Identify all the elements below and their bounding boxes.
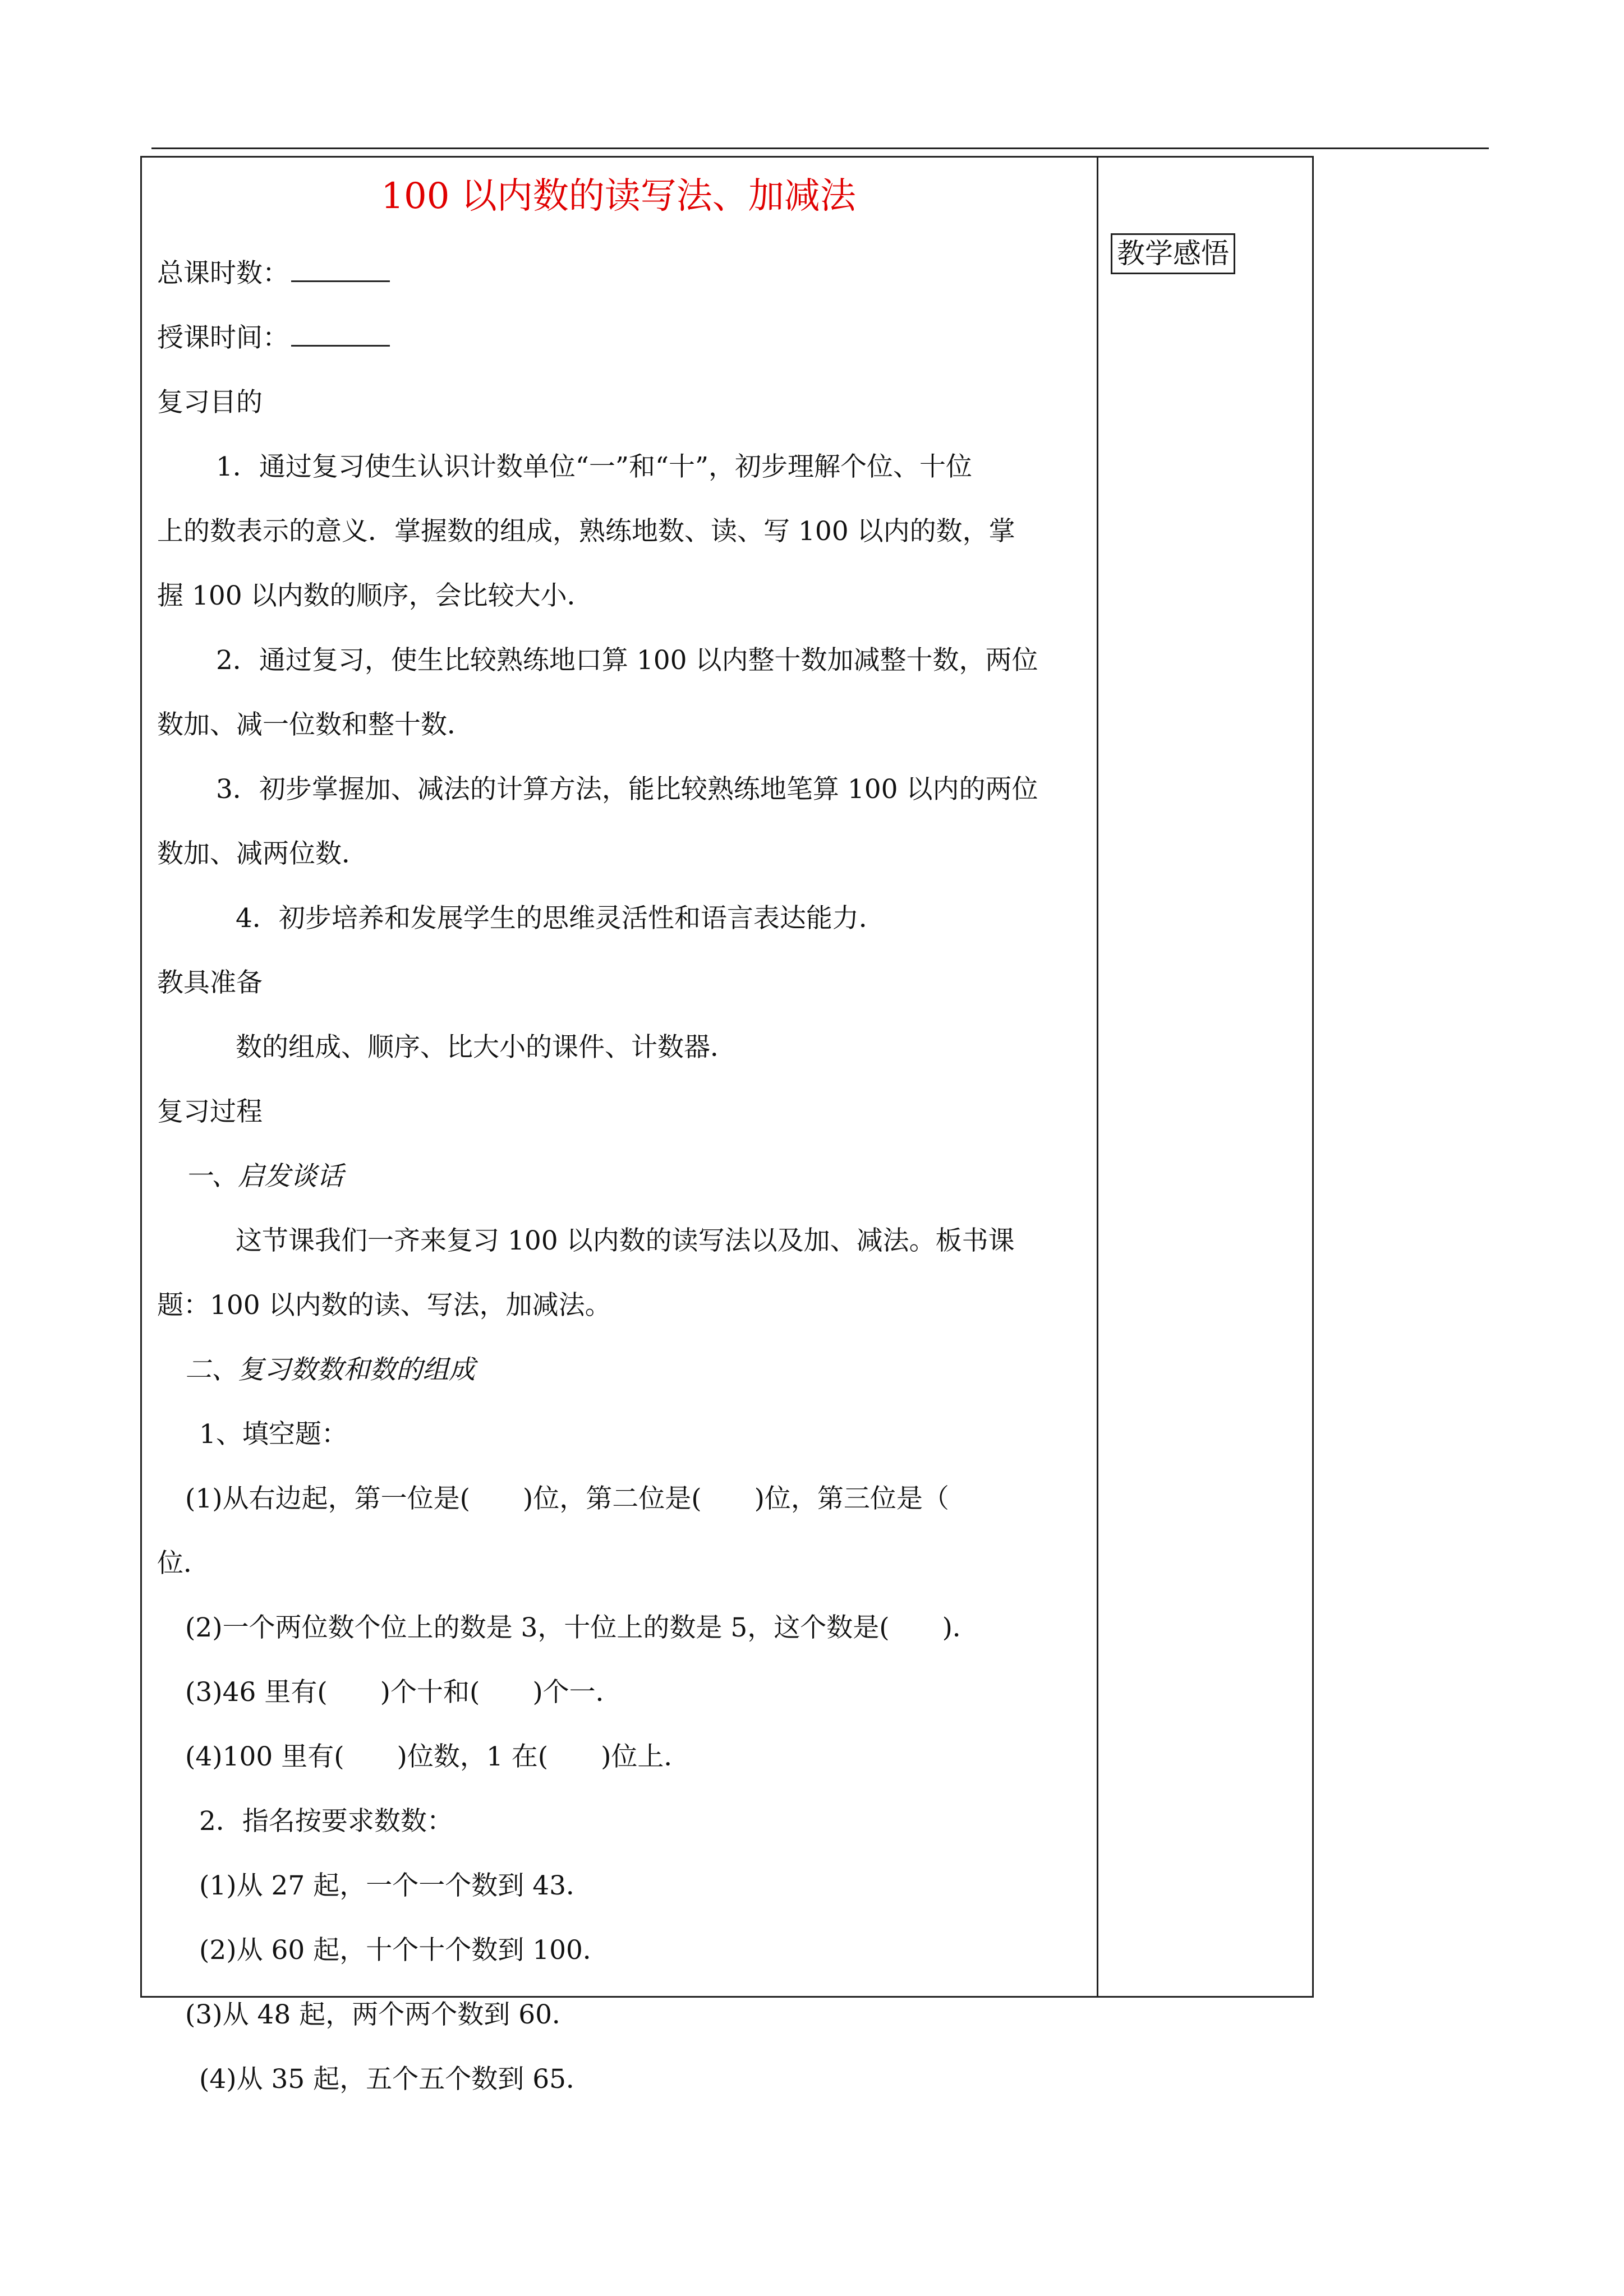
teaching-time-blank [291, 322, 390, 347]
total-hours-label: 总课时数： [157, 258, 289, 289]
question-1-2: (2)一个两位数个位上的数是 3，十位上的数是 5，这个数是( )． [185, 1612, 979, 1643]
goal-2-line-2: 数加、减一位数和整十数． [157, 709, 473, 740]
goal-2-line-1: 2．通过复习，使生比较熟练地口算 100 以内整十数加减整十数，两位 [216, 645, 1038, 676]
question-2-2: (2)从 60 起，十个十个数到 100． [199, 1935, 609, 1966]
question-2-4: (4)从 35 起，五个五个数到 65． [199, 2064, 593, 2095]
total-hours-blank [291, 258, 390, 282]
question-2-1: (1)从 27 起，一个一个数到 43． [199, 1870, 593, 1901]
question-1-3: (3)46 里有( )个十和( )个一． [185, 1677, 622, 1708]
page-title: 100 以内数的读写法、加减法 [381, 176, 856, 217]
goal-1-line-3: 握 100 以内数的顺序，会比较大小． [157, 580, 594, 611]
tools-heading: 教具准备 [157, 967, 263, 998]
goal-3-line-1: 3．初步掌握加、减法的计算方法，能比较熟练地笔算 100 以内的两位 [216, 774, 1038, 805]
part-1-line-1: 这节课我们一齐来复习 100 以内数的读写法以及加、减法。板书课 [236, 1225, 1015, 1256]
total-hours-row [157, 258, 390, 289]
part-1-line-2: 题：100 以内数的读、写法，加减法。 [157, 1290, 611, 1321]
goal-3-line-2: 数加、减两位数． [157, 838, 368, 869]
goal-1-line-2: 上的数表示的意义．掌握数的组成，熟练地数、读、写 100 以内的数，掌 [157, 516, 1015, 547]
part-2-heading: 二、复习数数和数的组成 [185, 1354, 475, 1385]
header-rule [151, 147, 1489, 149]
goals-heading: 复习目的 [157, 387, 263, 418]
teaching-time-label: 授课时间： [157, 322, 289, 353]
question-1-1-line-1: (1)从右边起，第一位是( )位，第二位是( )位，第三位是（ [185, 1483, 949, 1514]
process-heading: 复习过程 [157, 1096, 263, 1127]
part-1-heading: 一、启发谈话 [185, 1161, 343, 1192]
question-2-heading: 2．指名按要求数数： [199, 1806, 453, 1837]
goal-1-line-1: 1．通过复习使生认识计数单位“一”和“十”，初步理解个位、十位 [216, 451, 973, 482]
teaching-time-row [157, 322, 390, 354]
lesson-table [140, 156, 1314, 1998]
tools-text: 数的组成、顺序、比大小的课件、计数器． [236, 1032, 737, 1063]
goal-4: 4．初步培养和发展学生的思维灵活性和语言表达能力． [236, 903, 885, 934]
teaching-reflection-label: 教学感悟 [1111, 233, 1235, 274]
question-2-3: (3)从 48 起，两个两个数到 60． [185, 1999, 579, 2030]
question-1-4: (4)100 里有( )位数，1 在( )位上． [185, 1741, 691, 1772]
column-divider [1097, 156, 1098, 1998]
question-1-heading: 1、填空题： [199, 1419, 348, 1450]
question-1-1-line-2: 位． [157, 1548, 210, 1579]
